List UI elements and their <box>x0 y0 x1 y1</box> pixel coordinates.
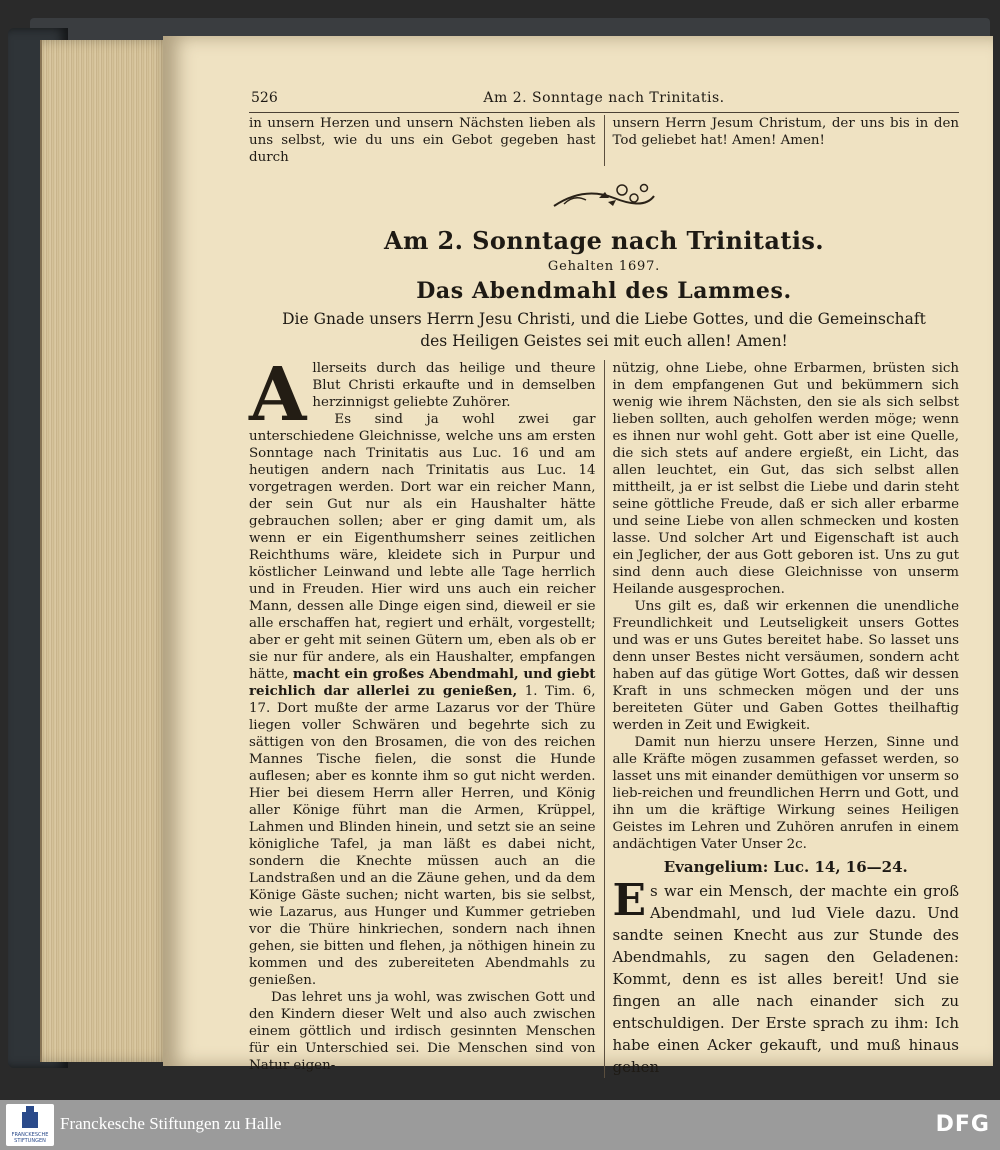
gospel-body: s war ein Mensch, der machte ein groß Abendmahl, und lud Viele dazu. Und sandte seinen Knecht aus zur Stunde des Abendmahls, zu sagen den Geladenen: Kommt, denn es ist alles bereit! Und sie fingen an alle nach einander sich zu entschuldigen. Der Erste sprach zu ihm: Ich habe einen Acker gekauft, und muß hinaus gehen <box>612 882 959 1076</box>
institution-name[interactable]: Franckesche Stiftungen zu Halle <box>60 1114 282 1133</box>
drop-cap: A <box>249 352 307 438</box>
greeting: Die Gnade unsers Herrn Jesu Christi, und die Liebe Gottes, und die Gemeinschaft des Heiligen Geistes sei mit euch allen! Amen! <box>282 310 926 350</box>
viewer-footer <box>0 1100 1000 1150</box>
left-paragraph-3: Das lehret uns ja wohl, was zwischen Gott und den Kindern dieser Welt und also auch zwischen einem göttlich und irdisch gesinnten Menschen für ein Unterschied sei. Die Menschen sind von Natur eigen- <box>249 990 596 1073</box>
page-content <box>249 88 959 1078</box>
institution-logo-icon <box>6 1104 54 1146</box>
logo-text: FRANCKESCHE STIFTUNGEN <box>11 1132 49 1144</box>
gospel-text <box>612 875 960 1078</box>
paragraph-text: Es sind ja wohl zwei gar unterschiedene Gleichnisse, welche uns am ersten Sonntage nach Trinitatis aus Luc. 16 und am heutigen andern nach Trinitatis aus Luc. 14 vorgetragen werden. Dort war ein reicher Mann, der sein Gut nur als ein Haushalter hätte gebrauchen sollen; aber er ging damit um, als wenn er ein Eigenthumsherr seines zeitlichen Reichthums wäre, kleidete sich in Purpur und köstlicher Leinwand und lebte alle Tage herrlich und in Freuden. Hier wird uns auch ein reicher Mann, dessen alle Dinge eigen sind, dieweil er sie alle erschaffen hat, regiert und erhält, vorgestellt; aber er geht mit seinen Gütern um, eben als ob er sie nur für andere, als ein Haushalter, empfangen hätte, <box>249 412 596 682</box>
page-edges <box>40 40 172 1062</box>
running-title: Am 2. Sonntage nach Trinitatis. <box>483 90 725 106</box>
continued-right: unsern Herrn Jesum Christum, der uns bis in den Tod geliebet hat! Amen! Amen! <box>604 115 960 166</box>
bold-quote: macht ein großes Abendmahl, und giebt reichlich dar allerlei zu genießen, <box>249 666 596 699</box>
dfg-logo[interactable]: DFG <box>935 1112 990 1137</box>
left-paragraph-1 <box>249 352 596 438</box>
right-paragraph-3: Damit nun hierzu unsere Herzen, Sinne und alle Kräfte mögen zusammen gefasset werden, so lasset uns mit einander demüthigen vor unserm so lieb-reichen und freundlichen Herrn und Gott, und ihn um die kräftige Wirkung seines Heiligen Geistes im Lehren und Zuhören anrufen in einem andächtigen Vater Unser 2c. <box>612 735 959 852</box>
continued-prayer <box>249 115 959 166</box>
page-number: 526 <box>251 90 278 106</box>
right-paragraph-1: nützig, ohne Liebe, ohne Erbarmen, brüsten sich in dem empfangenen Gut und bekümmern sich wenig wie ihrem Nächsten, den sie als sich selbst lieben sollten, auch geholfen werden möge; wenn es ihnen nur wohl geht. Gott aber ist eine Quelle, die sich stets auf andere ergießt, ein Licht, das allen leuchtet, ein Gut, das sich selbst allen mittheilt, ja er ist selbst die Liebe und darin steht seine göttliche Freude, daß er sich aller erbarme und seine Liebe von allen schmecken und kosten lasse. Und solcher Art und Eigenschaft ist auch ein Jeglicher, der aus Gott geboren ist. Uns zu gut sind denn auch diese Gleichnisse von unserm Heilande ausgesprochen. <box>612 361 959 597</box>
gospel-drop-cap: E <box>612 875 647 926</box>
sermon-body <box>249 352 959 1078</box>
right-column <box>604 360 960 1078</box>
sermon-date: Gehalten 1697. <box>547 259 661 274</box>
address-text: llerseits durch das heilige und theure Blut Christi erkaufte und in demselben herzinnigst geliebte Zuhörer. <box>312 361 596 410</box>
sermon-title: Am 2. Sonntage nach Trinitatis. <box>383 226 825 255</box>
page-header <box>249 88 959 113</box>
paragraph-text-rest: 1. Tim. 6, 17. Dort mußte der arme Lazarus vor der Thüre liegen voller Schwären und begehrte sich zu sättigen von den Brosamen, die von des reichen Mannes Tische fielen, die sonst die Hunde auflesen; aber es konnte ihm so gut nicht werden. Hier bei diesem Herrn aller Herren, und König aller Könige führt man die Armen, Krüppel, Lahmen und Blinden hinein, und setzt sie an seine königliche Tafel, ja man läßt es dabei nicht, sondern die Knechte müssen auch an die Landstraßen und an die Zäune gehen, und da dem Könige Gäste suchen; nicht warten, bis sie selbst, wie Lazarus, aus Hunger und Kummer getrieben vor die Thüre hinkriechen, sondern nach ihnen gehen, sie bitten und flehen, ja nöthigen hinein zu kommen und des zubereiteten Abendmahls zu genießen. <box>249 684 596 988</box>
floral-ornament-icon <box>249 176 959 220</box>
book-page <box>163 36 993 1076</box>
evangelium-heading: Evangelium: Luc. 14, 16—24. <box>663 858 908 876</box>
sermon-heading: Das Abendmahl des Lammes. <box>416 278 792 304</box>
left-column <box>249 352 596 1078</box>
continued-left: in unsern Herzen und unsern Nächsten lieben als uns selbst, wie du uns ein Gebot gegeben hast durch <box>249 116 596 165</box>
left-paragraph-2 <box>249 411 596 989</box>
right-paragraph-2: Uns gilt es, daß wir erkennen die unendliche Freundlichkeit und Leutseligkeit unsers Gottes und was er uns Gutes bereitet habe. So lasset uns denn unser Bestes nicht versäumen, sondern acht haben auf das gütige Wort Gottes, daß wir dessen Kraft in uns schmecken mögen und der uns bereiteten Güter und Gaben Gottes theilhaftig werden in Zeit und Ewigkeit. <box>612 599 959 733</box>
